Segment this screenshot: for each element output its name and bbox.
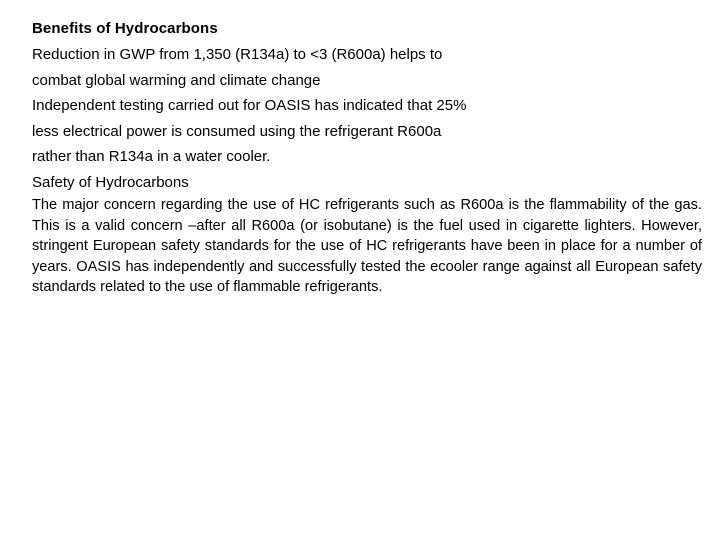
- text-line-gwp-reduction: Reduction in GWP from 1,350 (R134a) to <3 (R600a) helps to: [32, 46, 443, 63]
- safety-paragraph: The major concern regarding the use of HC refrigerants such as R600a is the flammability of the gas. This is a valid concern –after all R600a (or isobutane) is the fuel used in cigarette lighters. However, stringent European safety standards for the use of HC refrigerants have been in place for a number of years. OASIS has independently and successfully tested the ecooler range against all European safety standards related to the use of flammable refrigerants.: [32, 197, 702, 296]
- section-heading-safety: Safety of Hydrocarbons: [32, 173, 189, 191]
- text-line-climate-change: combat global warming and climate change: [32, 71, 321, 89]
- text-line-water-cooler: rather than R134a in a water cooler.: [32, 148, 271, 165]
- page-title: Benefits of Hydrocarbons: [32, 20, 218, 37]
- slide-content: [32, 16, 704, 298]
- text-line-independent-testing: Independent testing carried out for OASIS has indicated that 25%: [32, 97, 467, 114]
- text-line-electrical-power: less electrical power is consumed using the refrigerant R600a: [32, 122, 442, 140]
